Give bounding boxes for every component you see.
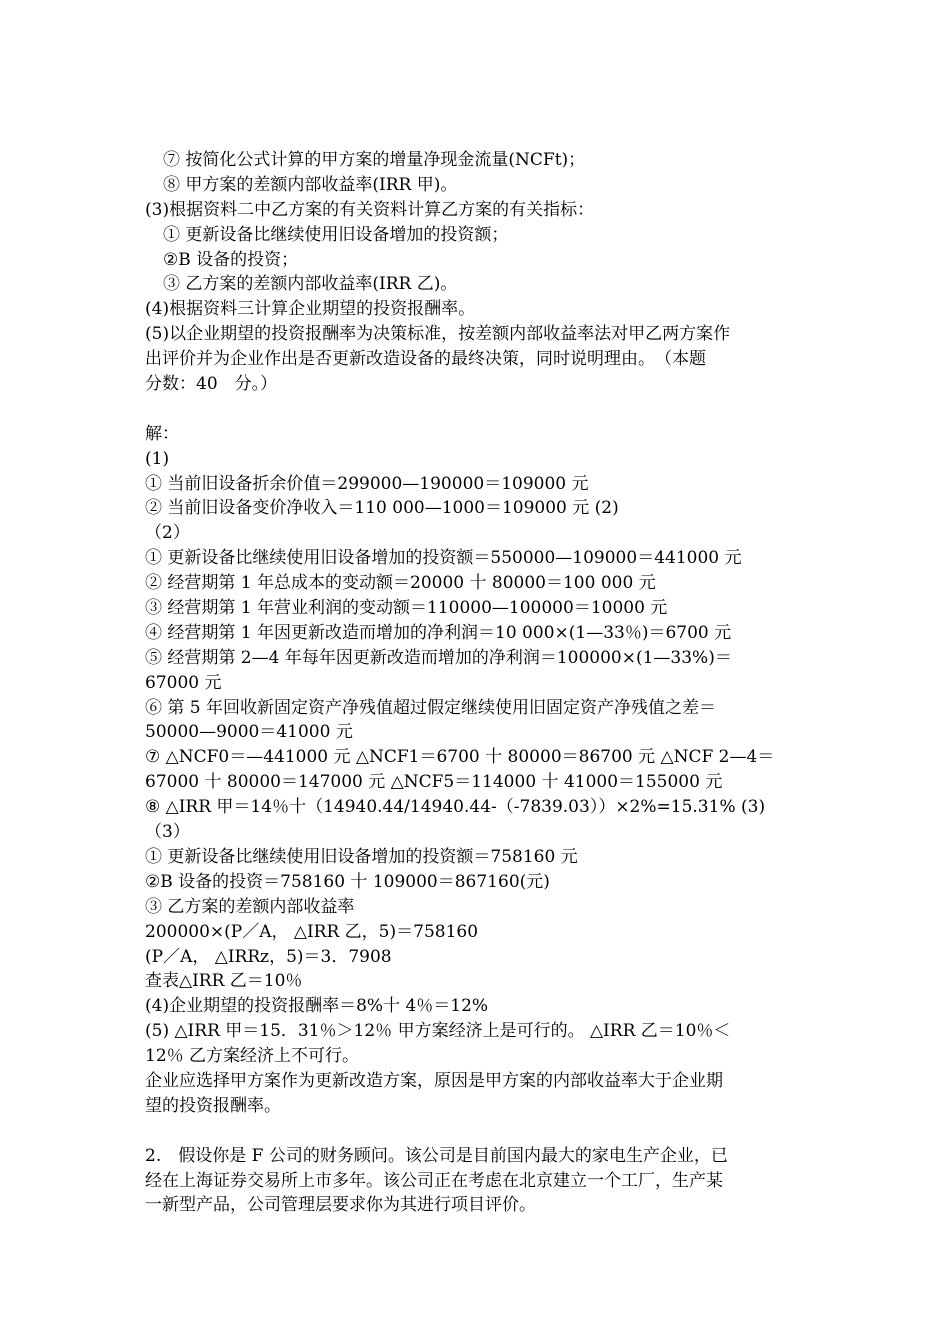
text-line: 12％ 乙方案经济上不可行。	[145, 1046, 360, 1067]
text-line: ②B 设备的投资；	[163, 249, 299, 270]
text-line: ① 更新设备比继续使用旧设备增加的投资额；	[163, 224, 509, 245]
text-line: ⑧ 甲方案的差额内部收益率(IRR 甲)。	[163, 174, 458, 195]
text-line: (1)	[145, 448, 170, 469]
text-line: ⑦ 按简化公式计算的甲方案的增量净现金流量(NCFt)；	[163, 150, 586, 170]
text-line: (4)企业期望的投资报酬率＝8%十 4％＝12%	[145, 996, 489, 1017]
text-line: 50000—9000＝41000 元	[145, 722, 353, 743]
text-line: 企业应选择甲方案作为更新改造方案，原因是甲方案的内部收益率大于企业期	[145, 1070, 723, 1091]
blank-line	[145, 397, 815, 422]
text-line: （3）	[145, 822, 190, 843]
text-line: ③ 乙方案的差额内部收益率	[145, 896, 355, 917]
text-line: (5)以企业期望的投资报酬率为决策标准，按差额内部收益率法对甲乙两方案作	[145, 324, 731, 345]
text-line: ① 更新设备比继续使用旧设备增加的投资额＝758160 元	[145, 846, 578, 867]
text-line: ②B 设备的投资＝758160 十 109000＝867160(元)	[145, 871, 550, 892]
text-line: 2. 假设你是 F 公司的财务顾问。该公司是目前国内最大的家电生产企业，已	[145, 1145, 728, 1166]
text-line: 67000 元	[145, 672, 222, 693]
text-line: ⑧ △IRR 甲＝14％十（14940.44/14940.44-（-7839.03））×2%=15.31% (3)	[145, 797, 766, 818]
text-line: ③ 乙方案的差额内部收益率(IRR 乙)。	[163, 274, 458, 295]
text-line: 分数：40 分。）	[145, 374, 278, 395]
text-line: (4)根据资料三计算企业期望的投资报酬率。	[145, 299, 476, 320]
text-line: ② 当前旧设备变价净收入＝110 000—1000＝109000 元 (2)	[145, 498, 619, 519]
text-line: 望的投资报酬率。	[145, 1095, 281, 1116]
text-line: 一新型产品，公司管理层要求你为其进行项目评价。	[145, 1195, 536, 1216]
text-line: 解：	[145, 423, 179, 444]
blank-line	[145, 1119, 815, 1144]
text-line: (P／A， △IRRz，5)＝3．7908	[145, 946, 392, 967]
text-line: 查表△IRR 乙＝10％	[145, 971, 303, 992]
text-line: ① 更新设备比继续使用旧设备增加的投资额＝550000—109000＝441000 元	[145, 548, 742, 569]
text-line: 200000×(P／A， △IRR 乙，5)＝758160	[145, 921, 479, 942]
text-line: ③ 经营期第 1 年营业利润的变动额＝110000—100000＝10000 元	[145, 598, 668, 619]
text-line: 经在上海证券交易所上市多年。该公司正在考虑在北京建立一个工厂，生产某	[145, 1170, 723, 1191]
text-line: 出评价并为企业作出是否更新改造设备的最终决策，同时说明理由。 （本题	[145, 349, 706, 370]
text-line: ⑦ △NCF0＝—441000 元 △NCF1＝6700 十 80000＝86700 元 △NCF 2—4＝	[145, 747, 775, 768]
document-page	[145, 148, 815, 1218]
text-line: （2）	[145, 523, 190, 544]
text-line: ⑤ 经营期第 2—4 年每年因更新改造而增加的净利润＝100000×(1—33%)＝	[145, 647, 732, 668]
text-line: 67000 十 80000＝147000 元 △NCF5＝114000 十 41000＝155000 元	[145, 772, 723, 793]
text-line: ④ 经营期第 1 年因更新改造而增加的净利润＝10 000×(1—33％)＝6700 元	[145, 622, 732, 643]
text-line: (5) △IRR 甲＝15．31％＞12％ 甲方案经济上是可行的。 △IRR 乙＝10％＜	[145, 1021, 731, 1042]
text-line: (3)根据资料二中乙方案的有关资料计算乙方案的有关指标：	[145, 199, 595, 220]
text-line: ⑥ 第 5 年回收新固定资产净残值超过假定继续使用旧固定资产净残值之差＝	[145, 697, 717, 718]
text-line: ① 当前旧设备折余价值＝299000—190000＝109000 元	[145, 473, 589, 494]
text-line: ② 经营期第 1 年总成本的变动额＝20000 十 80000＝100 000 元	[145, 573, 656, 594]
